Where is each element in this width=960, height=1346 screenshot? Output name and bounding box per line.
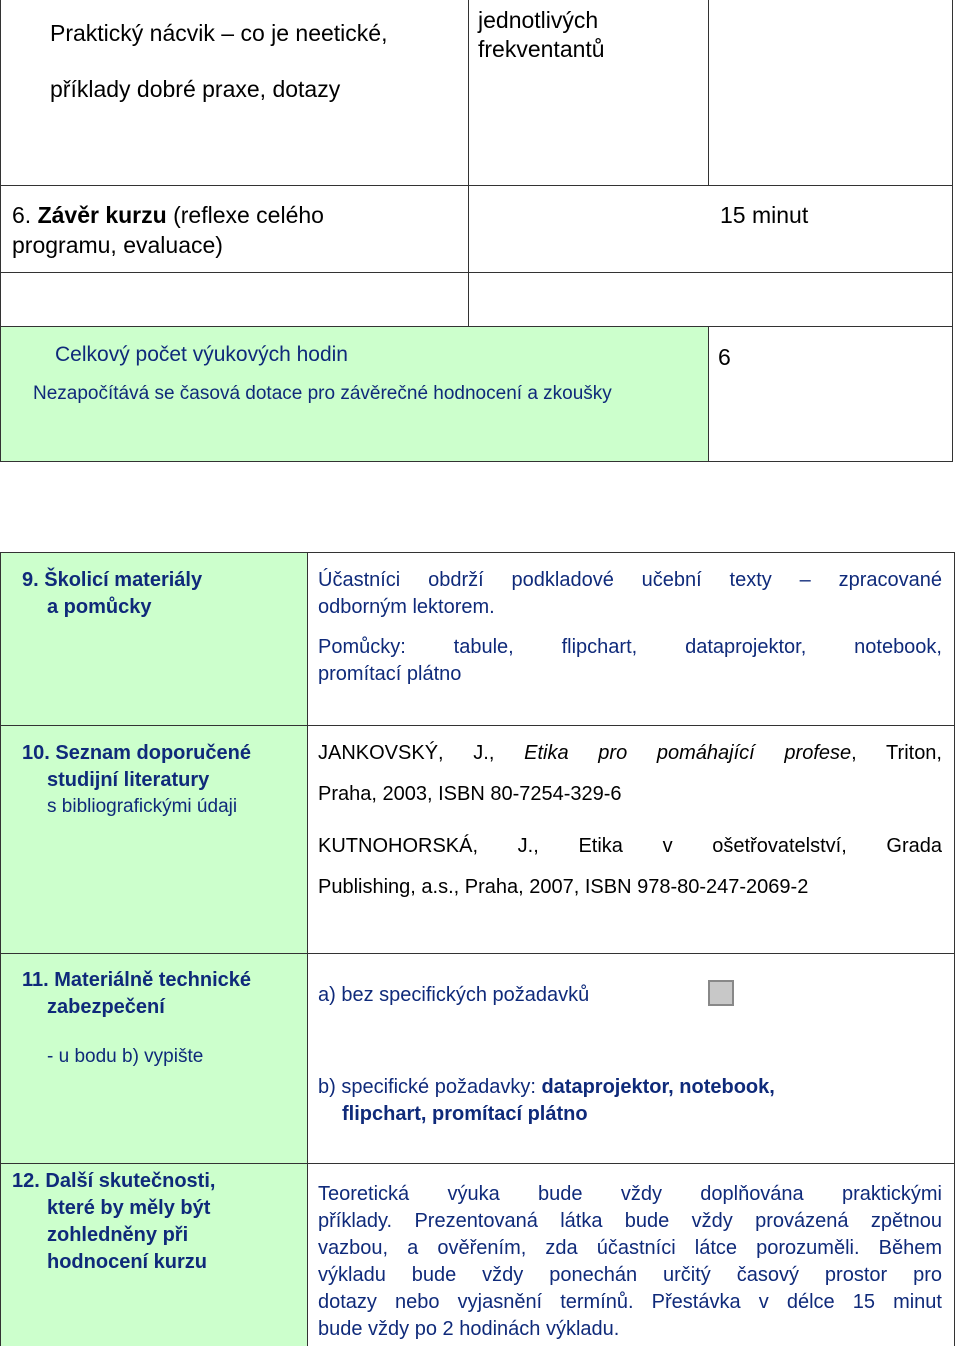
activity-text-1: Praktický nácvik – co je neetické, bbox=[50, 20, 388, 46]
reference-1-publisher: , Triton, bbox=[851, 742, 942, 764]
closing-duration: 15 minut bbox=[720, 202, 809, 228]
reference-1 bbox=[318, 740, 942, 767]
reference-2-line2: Publishing, a.s., Praha, 2007, ISBN 978-80-247-2069-2 bbox=[318, 876, 809, 898]
section10-title-1: Seznam doporučené bbox=[55, 742, 251, 764]
method-text-2: frekventantů bbox=[478, 36, 605, 62]
section10-title-2: studijní literatury bbox=[47, 769, 210, 791]
option-b-items-1: dataprojektor, notebook, bbox=[541, 1076, 775, 1098]
section12-line1: Teoretická výuka bude vždy doplňována praktickými bbox=[318, 1183, 942, 1205]
section12-title bbox=[12, 1168, 215, 1195]
section9-title bbox=[22, 567, 202, 594]
section12-title-4: hodnocení kurzu bbox=[47, 1251, 207, 1273]
bottom-row-divider-1 bbox=[0, 725, 955, 726]
section12-number: 12. bbox=[12, 1170, 40, 1192]
total-hours-value-cell bbox=[708, 326, 953, 462]
method-text-1: jednotlivých bbox=[478, 7, 599, 33]
col-divider-1 bbox=[468, 0, 469, 326]
section12-title-1: Další skutečnosti, bbox=[45, 1170, 216, 1192]
section9-title-1: Školicí materiály bbox=[44, 569, 203, 591]
section10-title bbox=[22, 740, 251, 767]
option-b-label: b) specifické požadavky: bbox=[318, 1076, 536, 1098]
closing-item bbox=[12, 200, 324, 230]
closing-title: Závěr kurzu bbox=[37, 202, 167, 228]
bottom-row-divider-0 bbox=[0, 552, 955, 553]
section12-title-3: zohledněny při bbox=[47, 1224, 189, 1246]
section10-title-3: s bibliografickými údaji bbox=[47, 796, 238, 817]
section9-number: 9. bbox=[22, 569, 39, 591]
section12-line5: dotazy nebo vyjasnění termínů. Přestávka v délce 15 minut bbox=[318, 1291, 942, 1313]
section12-line4: výkladu bude vždy ponechán určitý časový prostor pro bbox=[318, 1264, 942, 1286]
activity-text-2: příklady dobré praxe, dotazy bbox=[50, 76, 341, 102]
option-a-label: a) bez specifických požadavků bbox=[318, 984, 590, 1006]
section9-line1: Účastníci obdrží podkladové učební texty – zpracované bbox=[318, 569, 942, 591]
closing-number: 6. bbox=[12, 202, 32, 228]
bottom-row-divider-3 bbox=[0, 1163, 955, 1164]
section9-line3: Pomůcky: tabule, flipchart, dataprojektor, notebook, bbox=[318, 636, 942, 658]
section11-number: 11. bbox=[22, 969, 49, 991]
closing-note-2: programu, evaluace) bbox=[12, 232, 223, 258]
reference-1-line2: Praha, 2003, ISBN 80-7254-329-6 bbox=[318, 783, 622, 805]
reference-1-title: Etika pro pomáhající profese bbox=[524, 742, 852, 764]
total-hours-label: Celkový počet výukových hodin bbox=[55, 343, 348, 366]
bottom-row-divider-2 bbox=[0, 953, 955, 954]
row-divider-1 bbox=[0, 185, 953, 186]
total-hours-note: Nezapočítává se časová dotace pro závěrečné hodnocení a zkoušky bbox=[33, 383, 612, 404]
reference-2-line1: KUTNOHORSKÁ, J., Etika v ošetřovatelství, Grada bbox=[318, 835, 942, 857]
section9-line4: promítací plátno bbox=[318, 663, 462, 685]
section11-title-1: Materiálně technické bbox=[54, 969, 252, 991]
bottom-table-right-border bbox=[954, 552, 955, 1346]
section11-note: - u bodu b) vypište bbox=[47, 1046, 204, 1067]
reference-1-author: JANKOVSKÝ, J., bbox=[318, 742, 495, 764]
closing-note: (reflexe celého bbox=[173, 202, 324, 228]
option-a-checkbox[interactable] bbox=[708, 980, 734, 1006]
option-b-items-2: flipchart, promítací plátno bbox=[342, 1103, 588, 1125]
section11-title-2: zabezpečení bbox=[47, 996, 165, 1018]
section12-line3: vazbou, a ověřením, zda účastníci látce porozuměli. Během bbox=[318, 1237, 942, 1259]
section11-title bbox=[22, 967, 251, 994]
section9-title-2: a pomůcky bbox=[47, 596, 152, 618]
option-b bbox=[318, 1074, 775, 1101]
section12-line6: bude vždy po 2 hodinách výkladu. bbox=[318, 1318, 620, 1340]
total-hours-value: 6 bbox=[718, 344, 731, 370]
section10-number: 10. bbox=[22, 742, 50, 764]
row-divider-2 bbox=[0, 272, 953, 273]
section9-line2: odborným lektorem. bbox=[318, 596, 495, 618]
section12-title-2: které by měly být bbox=[47, 1197, 211, 1219]
section12-line2: příklady. Prezentovaná látka bude vždy provázená zpětnou bbox=[318, 1210, 942, 1232]
col-divider-2 bbox=[708, 0, 709, 185]
